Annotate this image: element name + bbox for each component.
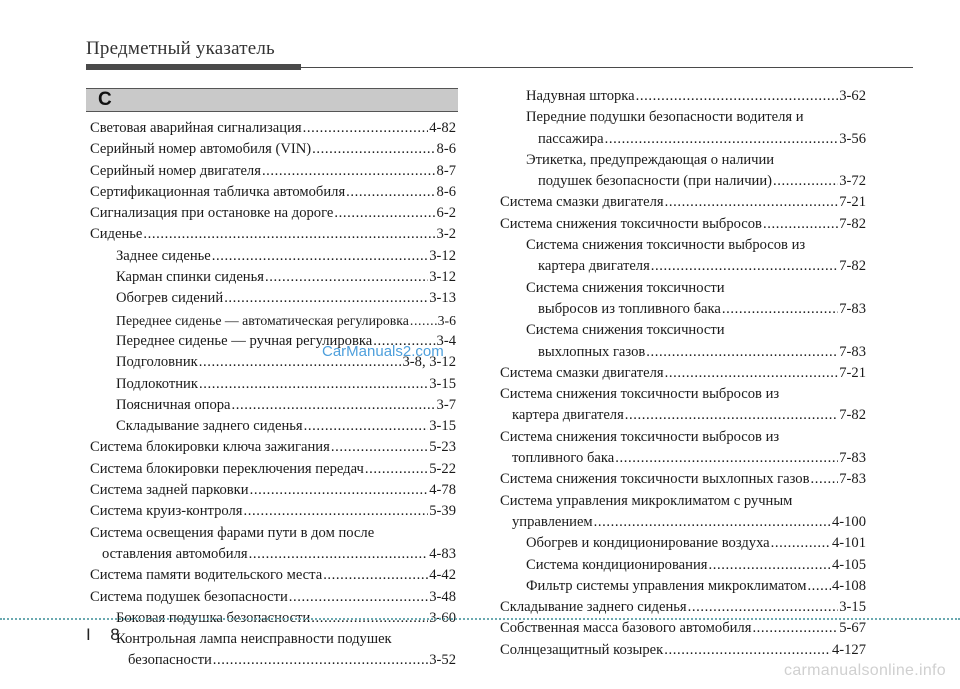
dot-leader [224,288,428,309]
dot-leader [304,416,429,437]
index-entry [90,437,456,458]
index-column-left [90,118,456,672]
section-letter-bar [86,88,458,112]
index-entry-page: 3-15 [429,418,456,435]
index-entry-text: Обогрев и кондиционирование воздуха [526,535,770,552]
index-entry-page: 3-60 [429,609,456,626]
page-number [86,625,120,645]
watermark-carmanualsonline: carmanualsonline.info [784,662,946,679]
watermark-carmanuals2: CarManuals2.com [322,343,444,360]
dot-leader [143,224,435,245]
dot-leader [334,203,435,224]
index-entry-text: картера двигателя [512,407,624,424]
index-entry [90,310,456,331]
dot-leader [346,182,435,203]
dot-leader [665,192,839,213]
index-entry [500,618,866,639]
index-entry-page: 3-12 [429,247,456,264]
index-entry [90,587,456,608]
index-entry-page: 3-4 [436,332,456,349]
index-entry-line [500,384,866,405]
dot-leader [331,437,428,458]
index-entry-line [500,235,866,256]
index-entry-text: Система подушек безопасности [90,588,288,605]
index-entry-line [500,427,866,448]
dot-leader [243,501,428,522]
dot-leader [651,256,838,277]
index-entry-text: Сиденье [90,226,143,243]
index-entry-text: Система управления микроклиматом с ручным [500,492,793,509]
dot-leader [265,267,428,288]
index-entry-text: управлением [512,513,593,530]
index-entry-text: Подлокотник [116,375,198,392]
index-entry [90,267,456,288]
index-entry [90,374,456,395]
index-entry-page: 4-78 [429,482,456,499]
index-entry-text: выхлопных газов [538,343,646,360]
footer-dotted-rule [0,618,960,620]
index-entry-page: 5-23 [429,439,456,456]
index-entry-page: 7-82 [839,215,866,232]
index-entry-page: 4-82 [429,120,456,136]
dot-leader [323,565,428,586]
index-entry [90,203,456,224]
index-entry-page: 7-83 [839,300,866,317]
page-number-value: 8 [110,625,120,644]
index-entry-text: Складывание заднего сиденья [116,418,303,435]
dot-leader [625,405,838,426]
dot-leader [722,299,838,320]
index-entry-text: Надувная шторка [526,88,635,104]
dot-leader [212,246,428,267]
index-entry [90,501,456,522]
dot-leader [773,171,838,192]
dot-leader [249,544,429,565]
dot-leader [688,597,839,618]
dot-leader [312,139,435,160]
index-entry-page: 5-67 [839,620,866,637]
index-entry-text: Система задней парковки [90,482,249,499]
index-entry [500,512,866,533]
index-entry-text: безопасности [128,652,212,669]
section-marker: I [86,625,91,644]
index-entry-text: Контрольная лампа неисправности подушек [116,631,392,648]
dot-leader [664,640,831,661]
dot-leader [289,587,428,608]
index-entry [500,469,866,490]
index-column-right [500,86,866,661]
index-entry-page: 3-13 [429,290,456,307]
index-entry-page: 8-6 [436,183,456,200]
index-entry-page: 3-52 [429,652,456,669]
index-entry [500,171,866,192]
index-entry-text: Сертификационная табличка автомобиля [90,183,346,200]
index-entry-page: 4-105 [831,556,866,573]
index-entry [500,640,866,661]
index-entry-page: 4-108 [831,577,866,594]
index-entry-text: оставления автомобиля [102,545,248,562]
index-entry [500,597,866,618]
index-entry [500,256,866,277]
index-entry-text: Система снижения токсичности выбросов из [500,428,780,445]
index-entry-text: Подголовник [116,354,198,371]
index-entry-line [90,629,456,650]
index-entry-page: 4-101 [831,535,866,552]
dot-leader [646,342,838,363]
index-entry-page: 3-56 [839,130,866,147]
index-entry-text: Система кондиционирования [526,556,708,573]
index-entry-text: Система памяти водительского места [90,567,323,584]
index-entry-line [500,320,866,341]
index-entry-text: Серийный номер автомобиля (VIN) [90,141,312,158]
index-entry-page: 5-22 [429,460,456,477]
index-entry [500,363,866,384]
index-entry-line [90,523,456,544]
index-entry [90,161,456,182]
index-entry-page: 7-21 [839,364,866,381]
index-entry-text: топливного бака [512,450,615,467]
index-entry-page: 7-83 [839,471,866,488]
index-entry-text: Система снижения токсичности выбросов из [526,237,806,254]
index-entry-text: пассажира [538,130,604,147]
dot-leader [615,448,838,469]
index-entry [90,459,456,480]
index-entry-page: 7-83 [839,450,866,467]
index-entry-page: 8-7 [436,162,456,179]
index-entry-text: Карман спинки сиденья [116,269,264,286]
dot-leader [250,480,429,501]
page-title: Предметный указатель [86,38,275,59]
index-entry [90,182,456,203]
index-entry-text: Световая аварийная сигнализация [90,120,302,136]
dot-leader [262,161,436,182]
index-entry-line [500,491,866,512]
index-entry-text: Солнцезащитный козырек [500,641,664,658]
section-letter: C [98,89,112,110]
dot-leader [763,214,838,235]
index-entry [500,342,866,363]
index-entry [500,448,866,469]
index-entry-page: 3-62 [839,88,866,104]
index-entry-text: Система снижения токсичности выбросов [500,215,762,232]
index-entry-text: Система блокировки переключения передач [90,460,364,477]
dot-leader [665,363,839,384]
index-entry [90,395,456,416]
index-entry-text: Поясничная опора [116,396,231,413]
index-entry-text: Система смазки двигателя [500,194,664,211]
index-entry [90,544,456,565]
index-entry [90,246,456,267]
index-entry-page: 3-6 [437,312,456,328]
index-entry-text: Передние подушки безопасности водителя и [526,109,804,126]
index-entry [500,299,866,320]
index-entry [90,416,456,437]
index-entry-page: 3-8, 3-12 [402,354,456,371]
dot-leader [365,459,428,480]
dot-leader [810,469,838,490]
dot-leader [594,512,831,533]
index-entry-text: Система круиз-контроля [90,503,243,520]
index-entry [90,480,456,501]
index-entry-page: 5-39 [429,503,456,520]
index-entry-line [500,107,866,128]
index-entry-text: Система снижения токсичности [526,279,725,296]
index-entry-page: 4-83 [429,545,456,562]
dot-leader [807,576,831,597]
index-entry-text: Боковая подушка безопасности [116,609,311,626]
index-entry [90,118,456,139]
index-entry [500,576,866,597]
dot-leader [410,310,437,331]
dot-leader [303,118,429,139]
index-entry-line [500,150,866,171]
index-entry-page: 4-42 [429,567,456,584]
index-entry-page: 3-12 [429,269,456,286]
index-entry [500,533,866,554]
index-entry-text: Система снижения токсичности выхлопных газов [500,471,810,488]
index-entry-page: 7-21 [839,194,866,211]
dot-leader [213,650,428,671]
index-entry [90,565,456,586]
index-entry [90,224,456,245]
index-entry-page: 6-2 [436,205,456,222]
dot-leader [708,555,830,576]
index-entry-page: 4-100 [831,513,866,530]
index-entry [90,139,456,160]
dot-leader [636,86,839,107]
index-entry-text: Система освещения фарами пути в дом после [90,524,375,541]
index-entry-page: 7-82 [839,407,866,424]
index-entry-line [500,278,866,299]
index-entry-text: картера двигателя [538,258,650,275]
index-entry-text: выбросов из топливного бака [538,300,721,317]
index-entry-text: Серийный номер двигателя [90,162,261,179]
dot-leader [605,129,839,150]
index-entry-page: 4-127 [831,641,866,658]
index-entry-text: Собственная масса базового автомобиля [500,620,752,637]
index-entry-page: 3-7 [436,396,456,413]
index-entry-page: 3-48 [429,588,456,605]
dot-leader [771,533,831,554]
header-rule-thin [301,67,913,68]
index-entry [500,192,866,213]
index-entry-text: Система смазки двигателя [500,364,664,381]
index-entry-page: 3-15 [429,375,456,392]
dot-leader [232,395,436,416]
index-entry [500,214,866,235]
index-entry-page: 8-6 [436,141,456,158]
index-entry-text: Система снижения токсичности выбросов из [500,386,780,403]
index-entry-text: Система снижения токсичности [526,322,725,339]
index-entry-text: подушек безопасности (при наличии) [538,173,773,190]
index-entry-page: 7-83 [839,343,866,360]
index-entry-text: Фильтр системы управления микроклиматом [526,577,807,594]
dot-leader [199,374,428,395]
index-entry-page: 3-15 [839,599,866,616]
index-entry-text: Переднее сиденье — ручная регулировка [116,332,373,349]
dot-leader [752,618,838,639]
index-entry-text: Заднее сиденье [116,247,211,264]
index-entry-text: Этикетка, предупреждающая о наличии [526,151,775,168]
index-entry [90,650,456,671]
index-entry [90,288,456,309]
index-entry [500,405,866,426]
index-entry-text: Система блокировки ключа зажигания [90,439,330,456]
index-entry [500,555,866,576]
index-entry-text: Переднее сиденье — автоматическая регулировка [116,312,409,328]
index-entry-page: 3-2 [436,226,456,243]
index-entry [500,129,866,150]
index-entry-text: Сигнализация при остановке на дороге [90,205,334,222]
index-entry-page: 3-72 [839,173,866,190]
index-entry-text: Обогрев сидений [116,290,224,307]
header-rule-thick [86,64,301,70]
index-entry [500,86,866,107]
index-entry-text: Складывание заднего сиденья [500,599,687,616]
index-entry-page: 7-82 [839,258,866,275]
